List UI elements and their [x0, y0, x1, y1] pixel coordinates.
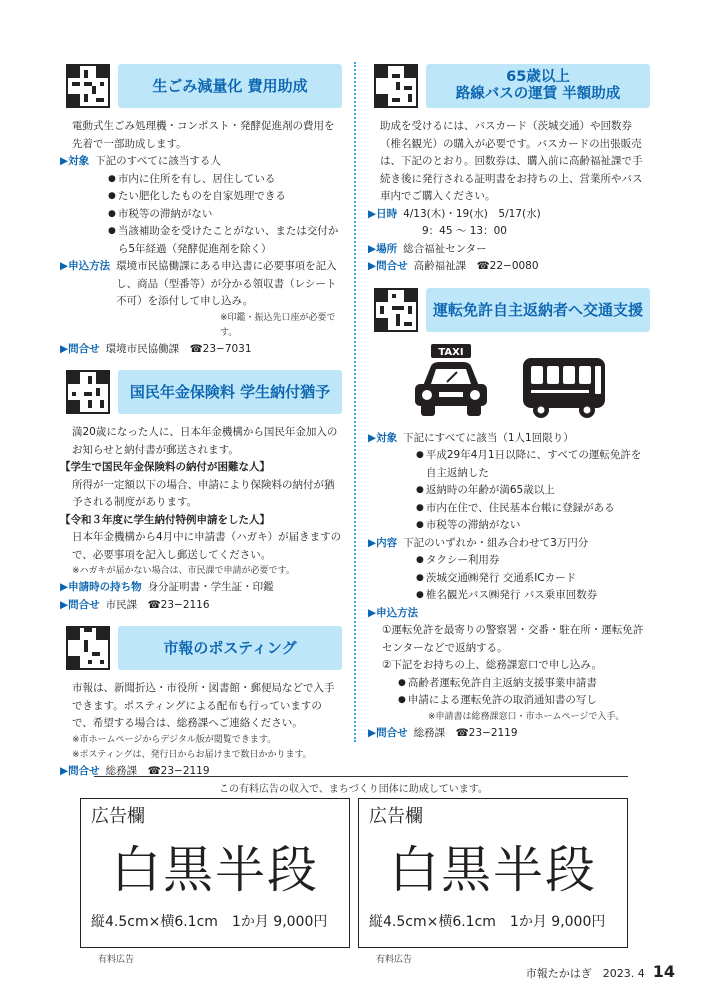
taxi-icon — [409, 342, 493, 422]
apply-label: ▶申込方法 — [368, 606, 419, 619]
target-label: ▶対象 — [60, 155, 90, 167]
page-footer — [526, 962, 675, 981]
intro-text: 満20歳になった人に、日本年金機構から国民年金加入のお知らせと納付書が郵送されます。 — [72, 426, 338, 456]
target-text: 下記にすべてに該当（1人1回限り） — [403, 431, 574, 444]
content-text: 下記のいずれか・組み合わせて3万円分 — [403, 536, 589, 549]
section-title: 市報のポスティング — [118, 626, 342, 670]
condition-item: ● 市税等の滞納がない — [60, 206, 342, 224]
ad-caption: この有料広告の収入で、まちづくり団体に助成しています。 — [219, 784, 488, 795]
contact-label: ▶問合せ — [368, 260, 408, 272]
contact-label: ▶問合せ — [60, 598, 100, 611]
contact-row — [368, 725, 650, 743]
qr-code-icon[interactable] — [374, 288, 418, 332]
section-header — [368, 58, 650, 114]
intro-text: 電動式生ごみ処理機・コンポスト・発酵促進剤の費用を先着で一部助成します。 — [72, 120, 335, 150]
subheading: 【学生で国民年金保険料の納付が困難な人】 — [60, 461, 270, 473]
ad-divider — [94, 776, 628, 777]
doc-item: ● 申請による運転免許の取消通知書の写し — [368, 692, 650, 710]
left-column — [60, 58, 342, 786]
step-text: ②下記をお持ちの上、総務課窓口で申し込み。 — [382, 659, 603, 671]
publication-name: 市報たかはぎ 2023. 4 — [525, 967, 645, 980]
qr-code-icon[interactable] — [374, 64, 418, 108]
body-text: 市報は、新聞折込・市役所・図書館・郵便局などで入手できます。ポスティングによる配布も行っていますので、希望する場合は、総務課へご連絡ください。 — [72, 682, 335, 729]
section-title — [426, 64, 650, 108]
contact-text: 高齢福祉課 ☎22−0080 — [413, 260, 539, 272]
apply-row — [60, 258, 342, 311]
contact-row — [60, 597, 342, 615]
bring-label: ▶申請時の持ち物 — [60, 581, 142, 593]
condition-item: ● 返納時の年齢が満65歳以上 — [368, 482, 650, 500]
page-number: 14 — [652, 962, 675, 981]
ad-box-size: 縦4.5cm×横6.1cm 1か月 9,000円 — [91, 914, 328, 930]
contact-row — [60, 763, 342, 781]
doc-note: ※申請書は総務課窓口・市ホームページで入手。 — [428, 711, 625, 722]
section-title: 国民年金保険料 学生納付猶予 — [118, 370, 342, 414]
contact-text: 総務課 ☎23−2119 — [413, 726, 518, 739]
content-item: ● タクシー利用券 — [368, 552, 650, 570]
target-row — [368, 430, 650, 448]
contact-text: 環境市民協働課 ☎23−7031 — [105, 342, 252, 355]
condition-item: ● 市内在住で、住民基本台帳に登録がある — [368, 500, 650, 518]
contact-label: ▶問合せ — [60, 342, 100, 355]
section-bus-fare — [368, 58, 650, 276]
content-item: ● 椎名観光バス㈱発行 バス乗車回数券 — [368, 587, 650, 605]
transport-icons — [368, 342, 650, 422]
ad-label: 有料広告 — [98, 955, 135, 965]
date-row — [368, 206, 650, 224]
condition-item: ● 市税等の滞納がない — [368, 517, 650, 535]
time-text: 9：45 ～ 13：00 — [422, 225, 507, 237]
bring-text: 身分証明書・学生証・印鑑 — [147, 581, 274, 593]
qr-code-icon[interactable] — [66, 64, 110, 108]
section-header — [60, 364, 342, 420]
section-title: 運転免許自主返納者へ交通支援 — [426, 288, 650, 332]
date-label: ▶日時 — [368, 207, 398, 220]
contact-text: 市民課 ☎23−2116 — [105, 598, 210, 611]
bring-row — [60, 579, 342, 597]
section-title-line1: 65歳以上 — [506, 69, 570, 85]
ad-box-title: 広告欄 — [91, 806, 145, 827]
ad-box-right[interactable] — [358, 798, 628, 948]
content-label: ▶内容 — [368, 536, 398, 549]
note-text: ※ハガキが届かない場合は、市民課で申請が必要です。 — [72, 566, 295, 576]
section-pension — [60, 364, 342, 614]
column-divider — [354, 62, 356, 742]
section-title-line2: 路線バスの運賃 半額助成 — [455, 86, 621, 102]
body-text: 日本年金機構から4月中に申請書（ハガキ）が届きますので、必要事項を記入し郵送してください。 — [72, 531, 342, 561]
ad-box-left[interactable] — [80, 798, 350, 948]
section-header — [368, 282, 650, 338]
content-item: ● 茨城交通㈱発行 交通系ICカード — [368, 570, 650, 588]
section-license-return — [368, 282, 650, 743]
content-row — [368, 535, 650, 553]
taxi-sign: TAXI — [438, 346, 464, 358]
contact-row — [60, 341, 342, 359]
bus-icon — [519, 352, 609, 422]
condition-item: ● 当該補助金を受けたことがない、または交付から5年経過（発酵促進剤を除く） — [60, 223, 342, 258]
contact-row — [368, 258, 650, 276]
section-header — [60, 620, 342, 676]
section-header — [60, 58, 342, 114]
condition-item: ● 市内に住所を有し、居住している — [60, 171, 342, 189]
contact-label: ▶問合せ — [368, 726, 408, 739]
section-title: 生ごみ減量化 費用助成 — [118, 64, 342, 108]
contact-label: ▶問合せ — [60, 764, 100, 777]
condition-item: ● 平成29年4月1日以降に、すべての運転免許を自主返納した — [368, 447, 650, 482]
section-posting — [60, 620, 342, 780]
place-label: ▶場所 — [368, 242, 398, 255]
body-text: 助成を受けるには、バスカード（茨城交通）や回数券（椎名観光）の購入が必要です。バスカードの出張販売は、下記のとおり。回数券は、購入前に高齢福祉課で手続き後に発行される証明書をお持ちの上、営業所やバス車内でご購入ください。 — [380, 120, 643, 202]
doc-item: ● 高齢者運転免許自主返納支援事業申請書 — [368, 675, 650, 693]
target-row — [60, 153, 342, 171]
target-text: 下記のすべてに該当する人 — [95, 155, 221, 167]
ad-box-main: 白黒半段 — [111, 841, 319, 899]
ad-box-main: 白黒半段 — [389, 841, 597, 899]
ad-box-size: 縦4.5cm×横6.1cm 1か月 9,000円 — [369, 914, 606, 930]
contact-text: 総務課 ☎23−2119 — [105, 764, 210, 777]
qr-code-icon[interactable] — [66, 626, 110, 670]
body-text: 所得が一定額以下の場合、申請により保険料の納付が猶予される制度があります。 — [72, 478, 335, 508]
apply-text: 環境市民協働課にある申込書に必要事項を記入し、商品（型番等）が分かる領収書（レシート不可）を添付して申し込み。 — [116, 260, 337, 307]
qr-code-icon[interactable] — [66, 370, 110, 414]
note-text: ※市ホームページからデジタル版が閲覧できます。 — [72, 734, 277, 745]
place-row — [368, 241, 650, 259]
condition-item: ● たい肥化したものを自家処理できる — [60, 188, 342, 206]
apply-row — [368, 605, 650, 623]
apply-label: ▶申込方法 — [60, 260, 111, 272]
target-label: ▶対象 — [368, 431, 398, 444]
note-text: ※ポスティングは、発行日からお届けまで数日かかります。 — [72, 749, 312, 760]
date-text: 4/13(木)・19(水) 5/17(水) — [403, 207, 541, 220]
step-text: ①運転免許を最寄りの警察署・交番・駐在所・運転免許センターなどで返納する。 — [382, 624, 644, 654]
section-food-waste — [60, 58, 342, 358]
apply-note: ※印鑑・振込先口座が必要です。 — [220, 312, 336, 338]
right-column — [368, 58, 650, 748]
subheading: 【令和３年度に学生納付特例申請をした人】 — [60, 513, 270, 526]
ad-box-title: 広告欄 — [369, 806, 423, 827]
place-text: 総合福祉センター — [403, 242, 487, 255]
ad-label: 有料広告 — [376, 955, 413, 965]
